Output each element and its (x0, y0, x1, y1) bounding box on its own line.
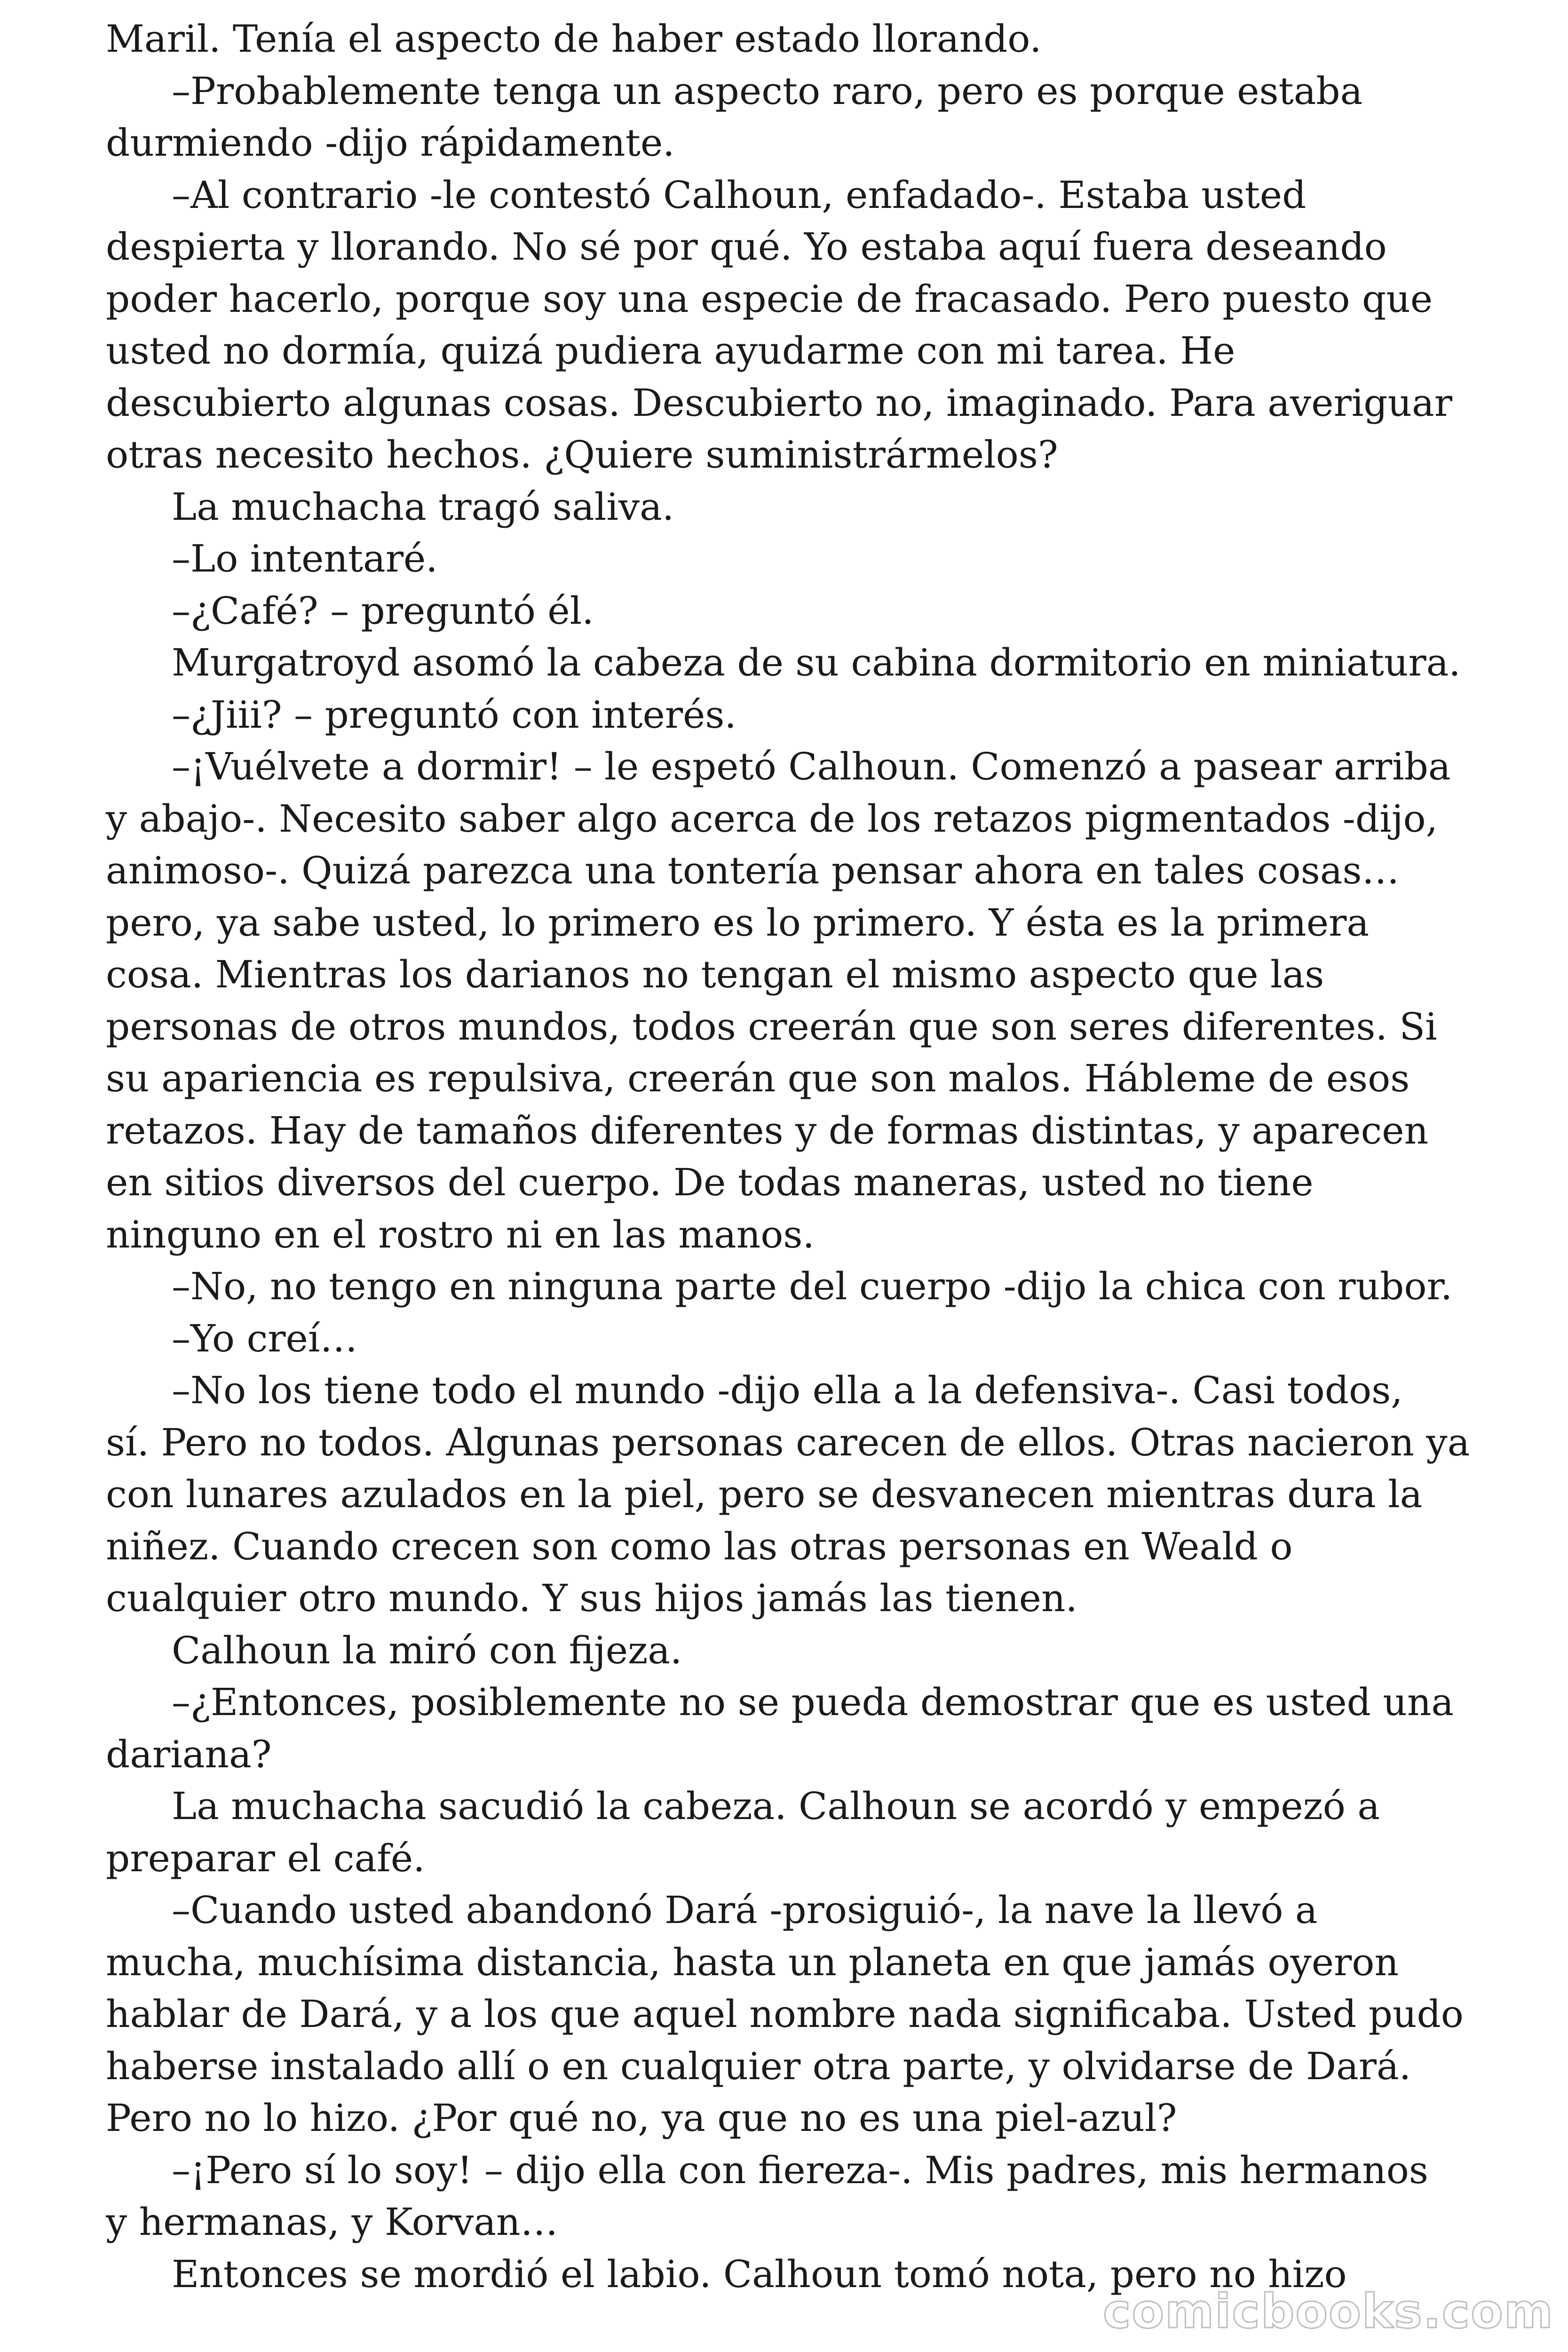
text-line: La muchacha sacudió la cabeza. Calhoun se acordó y empezó a (172, 1784, 1380, 1828)
text-line: hablar de Dará, y a los que aquel nombre nada significaba. Usted pudo (106, 1992, 1464, 2036)
text-line: –¿Café? – preguntó él. (172, 588, 594, 633)
text-line: descubierto algunas cosas. Descubierto no, imaginado. Para averiguar (106, 381, 1452, 425)
text-line: su apariencia es repulsiva, creerán que son malos. Hábleme de esos (106, 1057, 1410, 1100)
text-line: en sitios diversos del cuerpo. De todas maneras, usted no tiene (106, 1160, 1314, 1204)
text-line: animoso-. Quizá parezca una tontería pensar ahora en tales cosas… (106, 849, 1400, 892)
text-line: –¿Entonces, posiblemente no se pueda demostrar que es usted una (172, 1680, 1454, 1724)
text-line: pero, ya sabe usted, lo primero es lo primero. Y ésta es la primera (106, 900, 1370, 945)
text-line: ninguno en el rostro ni en las manos. (106, 1212, 815, 1256)
text-line: cualquier otro mundo. Y sus hijos jamás las tienen. (106, 1576, 1077, 1620)
text-line: Murgatroyd asomó la cabeza de su cabina dormitorio en miniatura. (172, 641, 1461, 684)
text-line: Maril. Tenía el aspecto de haber estado llorando. (106, 17, 1042, 61)
text-line: –No, no tengo en ninguna parte del cuerpo -dijo la chica con rubor. (172, 1264, 1453, 1308)
text-line: despierta y llorando. No sé por qué. Yo estaba aquí fuera deseando (106, 225, 1387, 269)
text-line: durmiendo -dijo rápidamente. (106, 121, 675, 165)
text-line: y abajo-. Necesito saber algo acerca de los retazos pigmentados -dijo, (106, 796, 1438, 841)
text-line: –Al contrario -le contestó Calhoun, enfadado-. Estaba usted (172, 173, 1307, 217)
text-line: La muchacha tragó saliva. (172, 485, 674, 529)
text-line: dariana? (106, 1732, 272, 1776)
text-line: usted no dormía, quizá pudiera ayudarme con mi tarea. He (106, 329, 1235, 373)
watermark: comicbooks.com (1103, 2284, 1554, 2339)
text-line: –Probablemente tenga un aspecto raro, pero es porque estaba (172, 69, 1363, 113)
text-line: niñez. Cuando crecen son como las otras personas en Weald o (106, 1524, 1293, 1568)
text-line: –No los tiene todo el mundo -dijo ella a la defensiva-. Casi todos, (172, 1368, 1403, 1412)
text-line: –Yo creí… (172, 1316, 358, 1360)
text-line: mucha, muchísima distancia, hasta un planeta en que jamás oyeron (106, 1940, 1399, 1984)
text-line: poder hacerlo, porque soy una especie de fracasado. Pero puesto que (106, 277, 1433, 321)
text-line: –¡Pero sí lo soy! – dijo ella con fiereza-. Mis padres, mis hermanos (172, 2148, 1428, 2192)
text-line: sí. Pero no todos. Algunas personas carecen de ellos. Otras nacieron ya (106, 1420, 1470, 1464)
text-line: –¿Jiii? – preguntó con interés. (172, 692, 736, 737)
text-line: con lunares azulados en la piel, pero se desvanecen mientras dura la (106, 1472, 1423, 1516)
text-line: personas de otros mundos, todos creerán que son seres diferentes. Si (106, 1004, 1437, 1049)
text-line: –Cuando usted abandonó Dará -prosiguió-, la nave la llevó a (172, 1888, 1318, 1932)
text-line: retazos. Hay de tamaños diferentes y de formas distintas, y aparecen (106, 1108, 1429, 1152)
text-line: preparar el café. (106, 1836, 425, 1880)
text-line: Calhoun la miró con fijeza. (172, 1628, 682, 1672)
text-line: –¡Vuélvete a dormir! – le espetó Calhoun. Comenzó a pasear arriba (172, 745, 1451, 788)
page-text (106, 13, 1479, 2300)
text-line: –Lo intentaré. (172, 537, 438, 580)
text-line: cosa. Mientras los darianos no tengan el mismo aspecto que las (106, 953, 1324, 996)
text-line: otras necesito hechos. ¿Quiere suministrármelos? (106, 433, 1058, 477)
text-line: y hermanas, y Korvan… (106, 2200, 558, 2244)
text-line: Pero no lo hizo. ¿Por qué no, ya que no es una piel-azul? (106, 2096, 1177, 2140)
text-line: Entonces se mordió el labio. Calhoun tomó nota, pero no hizo (172, 2252, 1347, 2296)
text-line: haberse instalado allí o en cualquier otra parte, y olvidarse de Dará. (106, 2044, 1411, 2088)
